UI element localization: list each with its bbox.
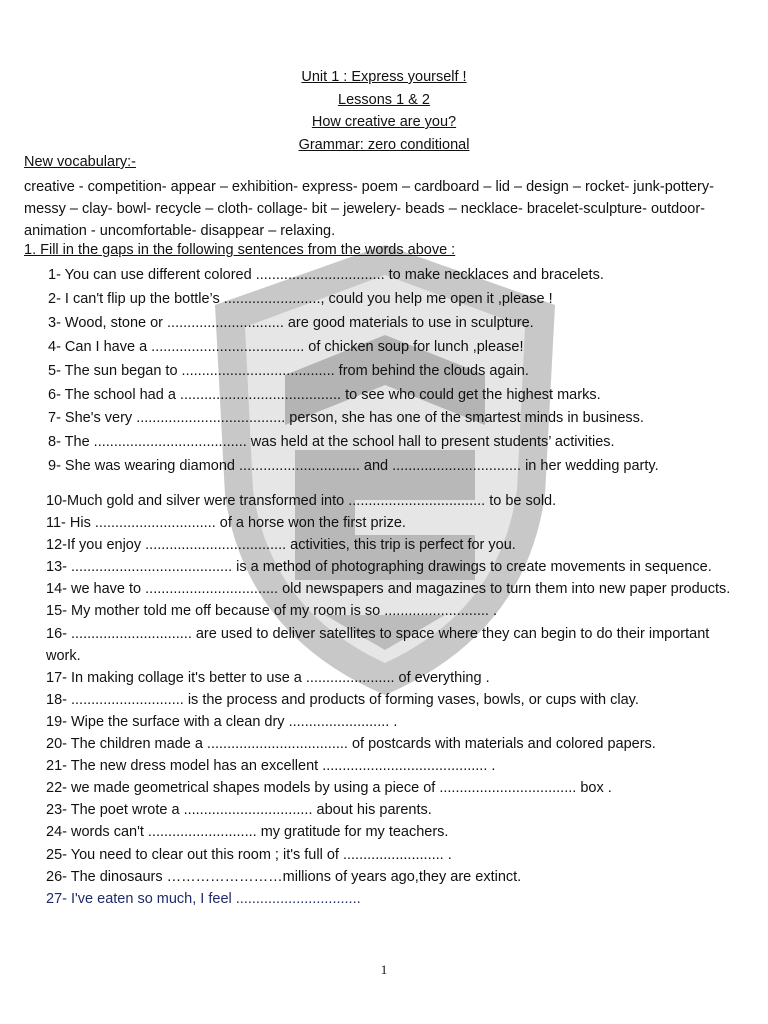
exercise-item: 2- I can't flip up the bottle’s ........................, could you help me open it ,please ! xyxy=(48,290,553,307)
exercise-item: 20- The children made a ................................... of postcards with materials and colored papers. xyxy=(46,736,656,753)
exercise-item: 11- His .............................. of a horse won the first prize. xyxy=(46,515,406,532)
exercise-item: 5- The sun began to ...................................... from behind the clouds again. xyxy=(48,362,529,379)
exercise-item: 26- The dinosaurs ……………………millions of years ago,they are extinct. xyxy=(46,868,522,885)
vocabulary-list: creative - competition- appear – exhibition- express- poem – cardboard – lid – design – rocket- junk-pottery- messy – clay- bowl- recycle – cloth- collage- bit – jewelery- beads – necklace- bracelet-sculpture- outdoor- animation - uncomfortable- disappear – relaxing. xyxy=(24,179,714,239)
grammar-title: Grammar: zero conditional xyxy=(298,136,470,153)
unit-title: Unit 1 : Express yourself ! xyxy=(301,69,467,85)
exercise-item: 16- .............................. are used to deliver satellites to space where they can begin to do their important work. xyxy=(46,625,710,664)
vocabulary-heading: New vocabulary:- xyxy=(24,154,137,170)
exercise-item: 10-Much gold and silver were transformed into .................................. to be sold. xyxy=(46,493,557,509)
exercise-item: 3- Wood, stone or ............................. are good materials to use in sculpture. xyxy=(48,314,534,331)
exercise-item: 7- She's very ..................................... person, she has one of the smartest minds in business. xyxy=(48,410,644,427)
exercise-items-part1 xyxy=(48,264,748,479)
exercise-item: 15- My mother told me off because of my room is so .......................... . xyxy=(46,603,498,620)
worksheet-header xyxy=(0,66,768,156)
exercise-item: 24- words can't ........................... my gratitude for my teachers. xyxy=(46,824,449,841)
exercise-item: 21- The new dress model has an excellent ......................................... . xyxy=(46,758,496,775)
page-number: 1 xyxy=(380,962,388,977)
exercise-item: 19- Wipe the surface with a clean dry ......................... . xyxy=(46,713,398,730)
exercise-item: 18- ............................ is the process and products of forming vases, bowls, or cups with clay. xyxy=(46,691,639,708)
exercise-item: 4- Can I have a ...................................... of chicken soup for lunch ,please! xyxy=(48,338,524,355)
exercise-item: 1- You can use different colored ................................ to make necklaces and bracelets. xyxy=(48,267,604,283)
exercise-item: 23- The poet wrote a ................................ about his parents. xyxy=(46,802,432,819)
topic-title: How creative are you? xyxy=(311,114,457,130)
lessons-title: Lessons 1 & 2 xyxy=(338,91,430,108)
exercise-item: 9- She was wearing diamond .............................. and ................................ in her wedding party. xyxy=(48,458,659,475)
exercise-item: 25- You need to clear out this room ; it's full of ......................... . xyxy=(46,846,452,863)
exercise-item: 27- I've eaten so much, I feel ............................... xyxy=(46,890,361,907)
exercise-item: 8- The ...................................... was held at the school hall to present students’ activities. xyxy=(48,434,615,451)
exercise-item: 6- The school had a ........................................ to see who could get the highest marks. xyxy=(48,386,601,403)
exercise-items-part2 xyxy=(46,490,736,910)
exercise-item: 13- ........................................ is a method of photographing drawings to create movements in sequence. xyxy=(46,559,712,576)
exercise-item: 17- In making collage it's better to use a ...................... of everything . xyxy=(46,669,490,686)
exercise-item: 14- we have to ................................. old newspapers and magazines to turn them into new paper products. xyxy=(46,581,731,598)
exercise-item: 12-If you enjoy ................................... activities, this trip is perfect for you. xyxy=(46,537,516,554)
exercise-instruction: 1. Fill in the gaps in the following sentences from the words above : xyxy=(24,242,456,258)
exercise-item: 22- we made geometrical shapes models by using a piece of .................................. box . xyxy=(46,780,612,797)
